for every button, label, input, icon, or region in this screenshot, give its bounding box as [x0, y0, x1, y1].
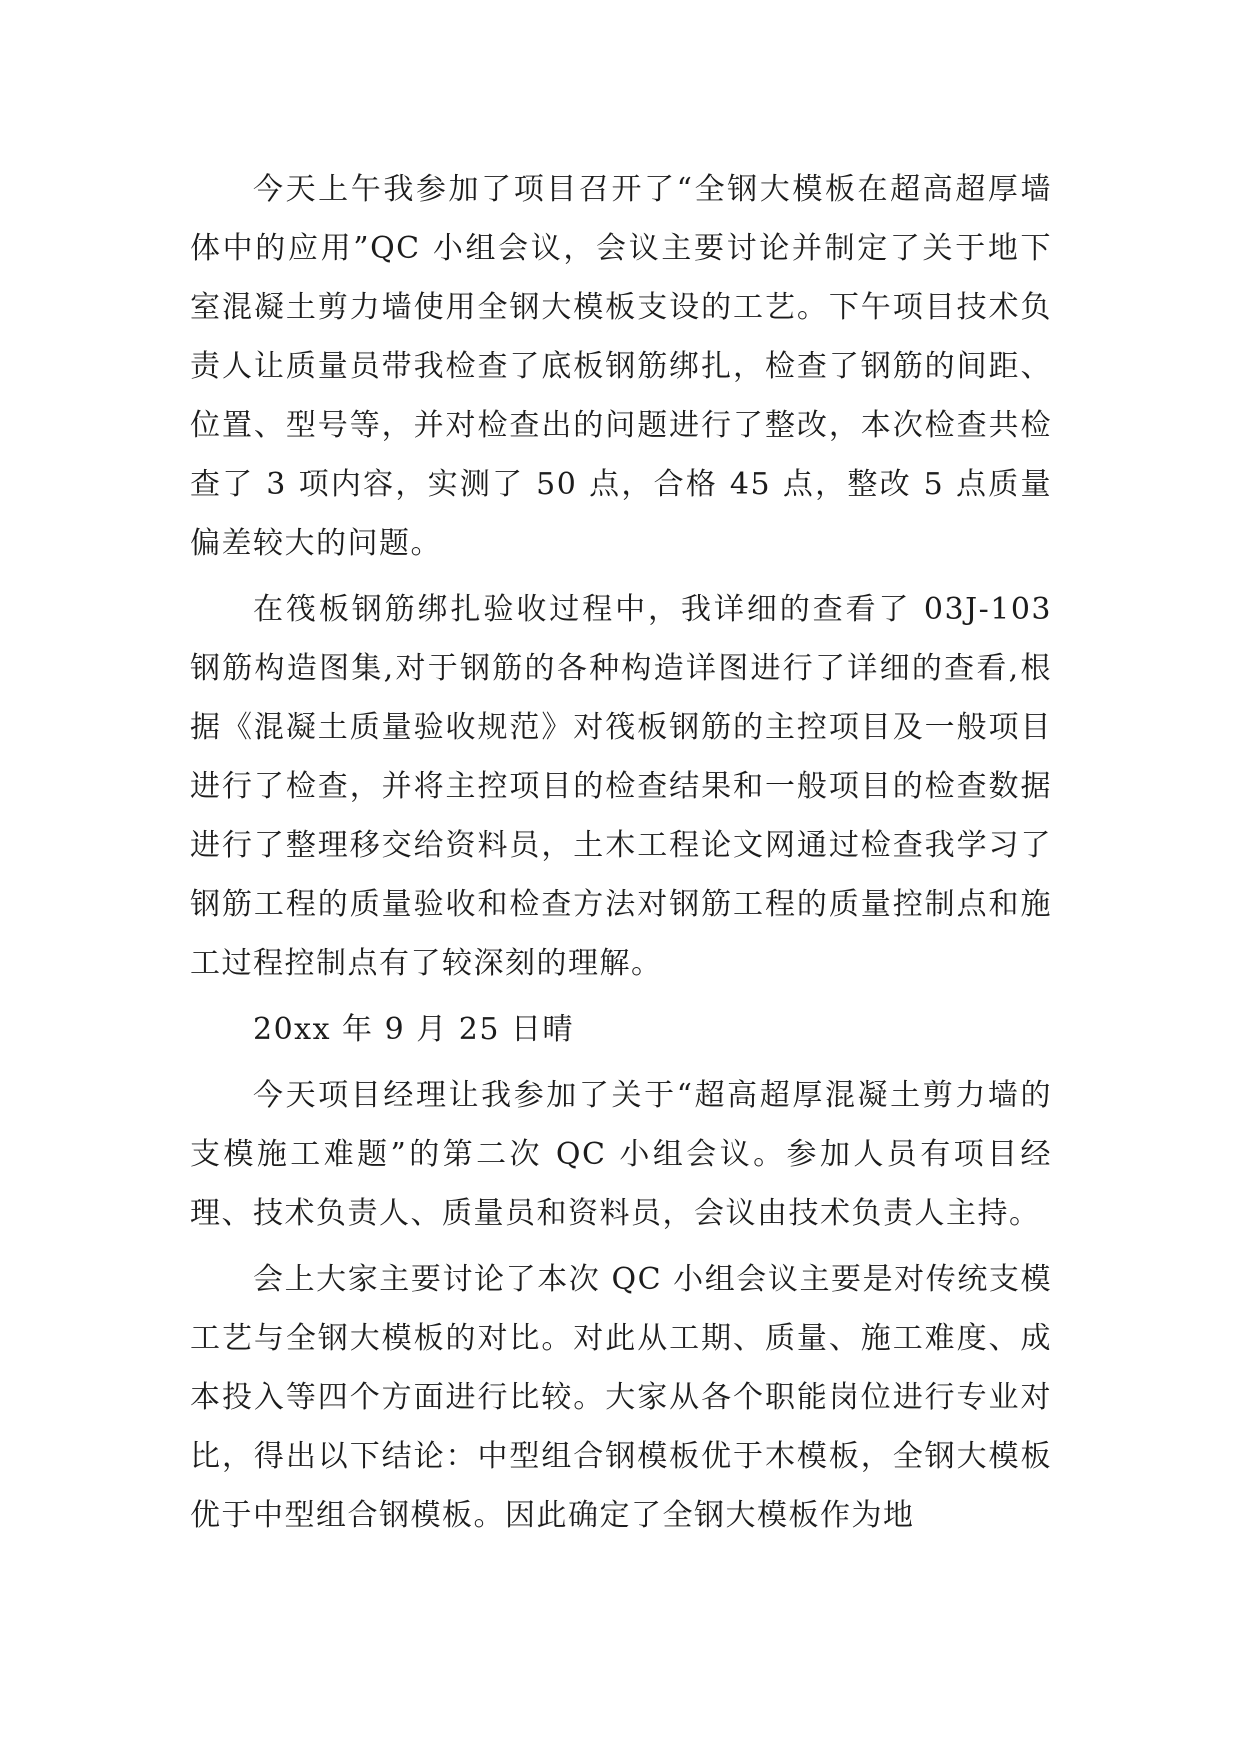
- paragraph-formwork-comparison: 会上大家主要讨论了本次 QC 小组会议主要是对传统支模工艺与全钢大模板的对比。对此从工期、质量、施工难度、成本投入等四个方面进行比较。大家从各个职能岗位进行专业对比，得出以下结论：中型组合钢模板优于木模板，全钢大模板优于中型组合钢模板。因此确定了全钢大模板作为地: [190, 1262, 1052, 1533]
- paragraph-second-qc-meeting: 今天项目经理让我参加了关于“超高超厚混凝土剪力墙的支模施工难题”的第二次 QC 小组会议。参加人员有项目经理、技术负责人、质量员和资料员，会议由技术负责人主持。: [190, 1078, 1052, 1231]
- paragraph-raft-rebar-acceptance: 在筏板钢筋绑扎验收过程中，我详细的查看了 03J-103 钢筋构造图集,对于钢筋的各种构造详图进行了详细的查看,根据《混凝土质量验收规范》对筏板钢筋的主控项目及一般项目进行了检查，并将主控项目的检查结果和一般项目的检查数据进行了整理移交给资料员，土木工程论文网通过检查我学习了钢筋工程的质量验收和检查方法对钢筋工程的质量控制点和施工过程控制点有了较深刻的理解。: [190, 592, 1052, 981]
- paragraph-meeting-inspection: 今天上午我参加了项目召开了“全钢大模板在超高超厚墙体中的应用”QC 小组会议，会议主要讨论并制定了关于地下室混凝土剪力墙使用全钢大模板支设的工艺。下午项目技术负责人让质量员带我检查了底板钢筋绑扎，检查了钢筋的间距、位置、型号等，并对检查出的问题进行了整改，本次检查共检查了 3 项内容，实测了 50 点，合格 45 点，整改 5 点质量偏差较大的问题。: [190, 172, 1052, 561]
- diary-date-line: 20xx 年 9 月 25 日晴: [253, 1012, 574, 1047]
- document-body: [190, 160, 1052, 1552]
